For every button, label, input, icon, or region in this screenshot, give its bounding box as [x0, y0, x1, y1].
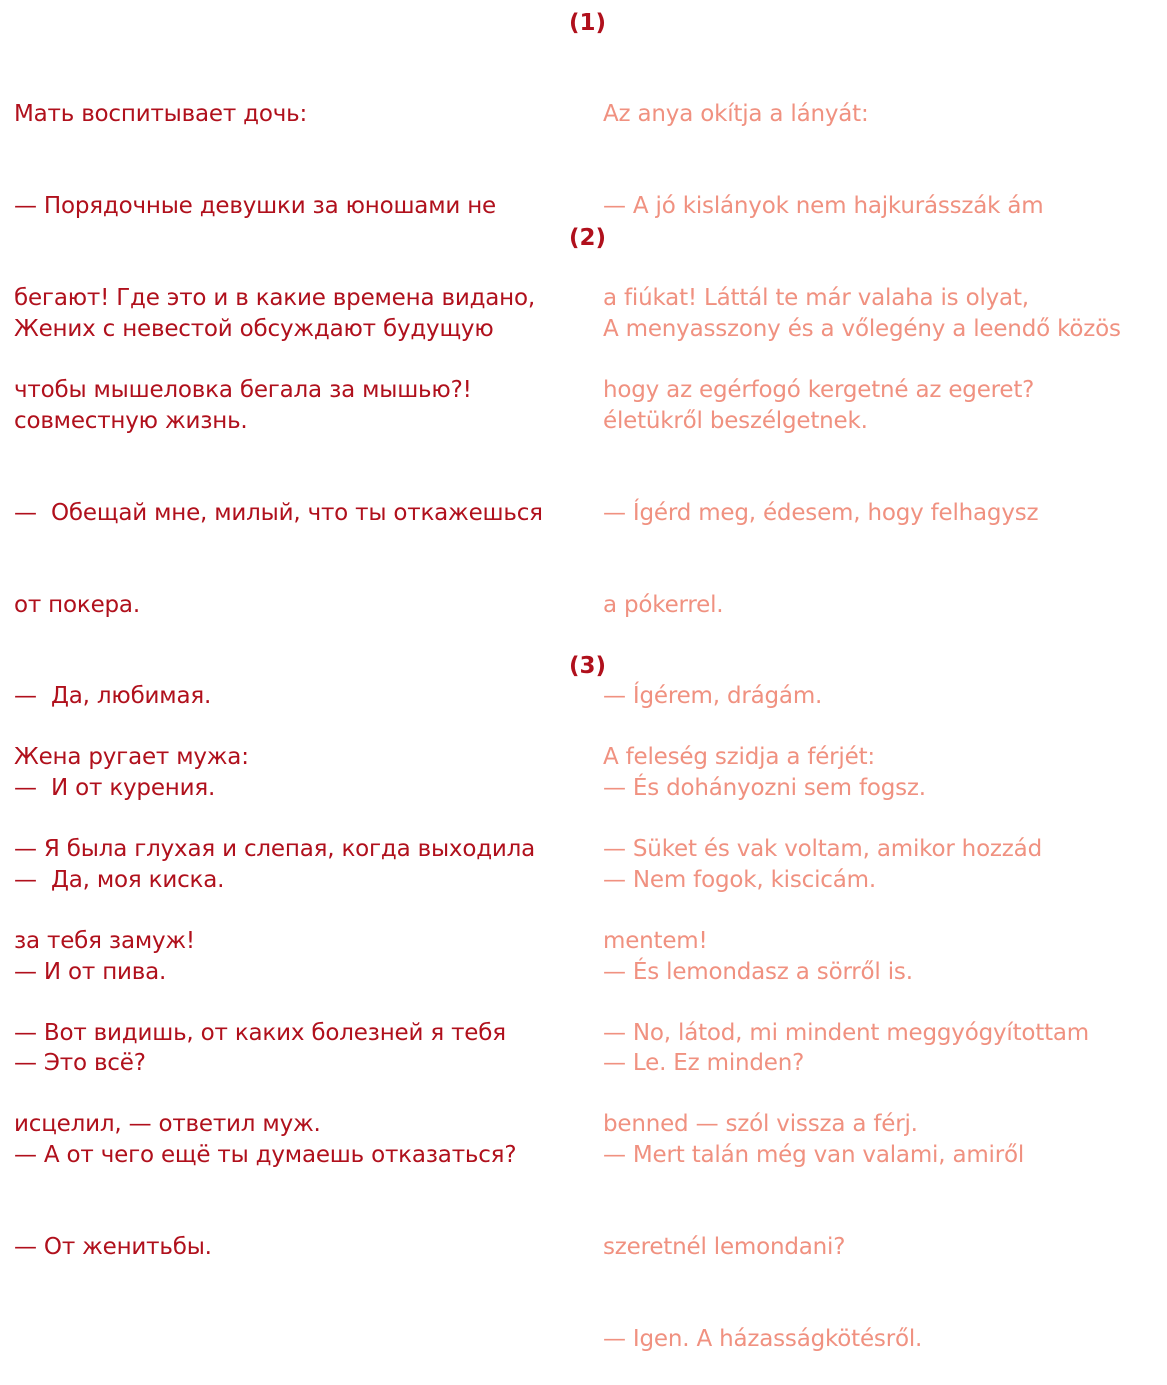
joke-number-1: (1)	[568, 10, 607, 36]
text-line: A feleség szidja a férjét:	[603, 744, 875, 771]
joke-number-3: (3)	[568, 653, 607, 679]
text-line: — И от пива.	[14, 958, 167, 985]
text-line: — А от чего ещё ты думаешь отказаться?	[14, 1142, 517, 1169]
text-line: hogy az egérfogó kergetné az egeret?	[603, 376, 1035, 403]
text-line: — От женитьбы.	[14, 1234, 212, 1260]
joke-3-hungarian-text	[603, 681, 1089, 1171]
text-line: — Igen. A házasságkötésről.	[603, 1325, 923, 1352]
text-line: — Это всё?	[14, 1050, 146, 1077]
text-line: — И от курения.	[14, 775, 216, 802]
text-line: benned — szól vissza a férj.	[603, 1111, 918, 1138]
text-line: исцелил, — ответил муж.	[14, 1111, 321, 1138]
text-line: A menyasszony és a vőlegény a leendő közös	[603, 316, 1121, 343]
text-line: — És lemondasz a sörről is.	[603, 958, 913, 985]
text-line: — Nem fogok, kiscicám.	[603, 866, 876, 893]
text-line: mentem!	[603, 927, 708, 954]
text-line: бегают! Где это и в какие времена видано,	[14, 284, 535, 311]
text-line: — A jó kislányok nem hajkurásszák ám	[603, 192, 1044, 219]
text-line: — Mert talán még van valami, amiről	[603, 1142, 1025, 1169]
text-line: Жена ругает мужа:	[14, 744, 249, 771]
text-line: — Ígérem, drágám.	[603, 683, 823, 710]
text-line: — Да, моя киска.	[14, 866, 225, 893]
text-line: — És dohányozni sem fogsz.	[603, 775, 926, 802]
text-line: — Я была глухая и слепая, когда выходила	[14, 835, 536, 862]
text-line: Az anya okítja a lányát:	[603, 101, 869, 128]
text-line: Жених с невестой обсуждают будущую	[14, 316, 494, 343]
text-line: — No, látod, mi mindent meggyógyítottam	[603, 1019, 1090, 1046]
text-line: — Обещай мне, милый, что ты откажешься	[14, 499, 543, 526]
text-line: szeretnél lemondani?	[603, 1234, 846, 1260]
text-line: a fiúkat! Láttál te már valaha is olyat,	[603, 284, 1029, 311]
text-line: — Ígérd meg, édesem, hogy felhagysz	[603, 499, 1039, 526]
text-line: — Да, любимая.	[14, 683, 212, 710]
text-line: — Порядочные девушки за юношами не	[14, 192, 496, 219]
text-line: совместную жизнь.	[14, 407, 248, 434]
text-line: от покера.	[14, 591, 140, 618]
joke-3-russian-text	[14, 681, 535, 1171]
text-line: чтобы мышеловка бегала за мышью?!	[14, 376, 472, 403]
text-line: Мать воспитывает дочь:	[14, 101, 307, 128]
text-line: életükről beszélgetnek.	[603, 407, 868, 434]
text-line: — Вот видишь, от каких болезней я тебя	[14, 1019, 506, 1046]
text-line: за тебя замуж!	[14, 927, 195, 954]
text-line: — Süket és vak voltam, amikor hozzád	[603, 835, 1042, 862]
joke-number-2: (2)	[568, 225, 607, 251]
text-line: a pókerrel.	[603, 591, 724, 618]
text-line: — Le. Ez minden?	[603, 1050, 805, 1077]
